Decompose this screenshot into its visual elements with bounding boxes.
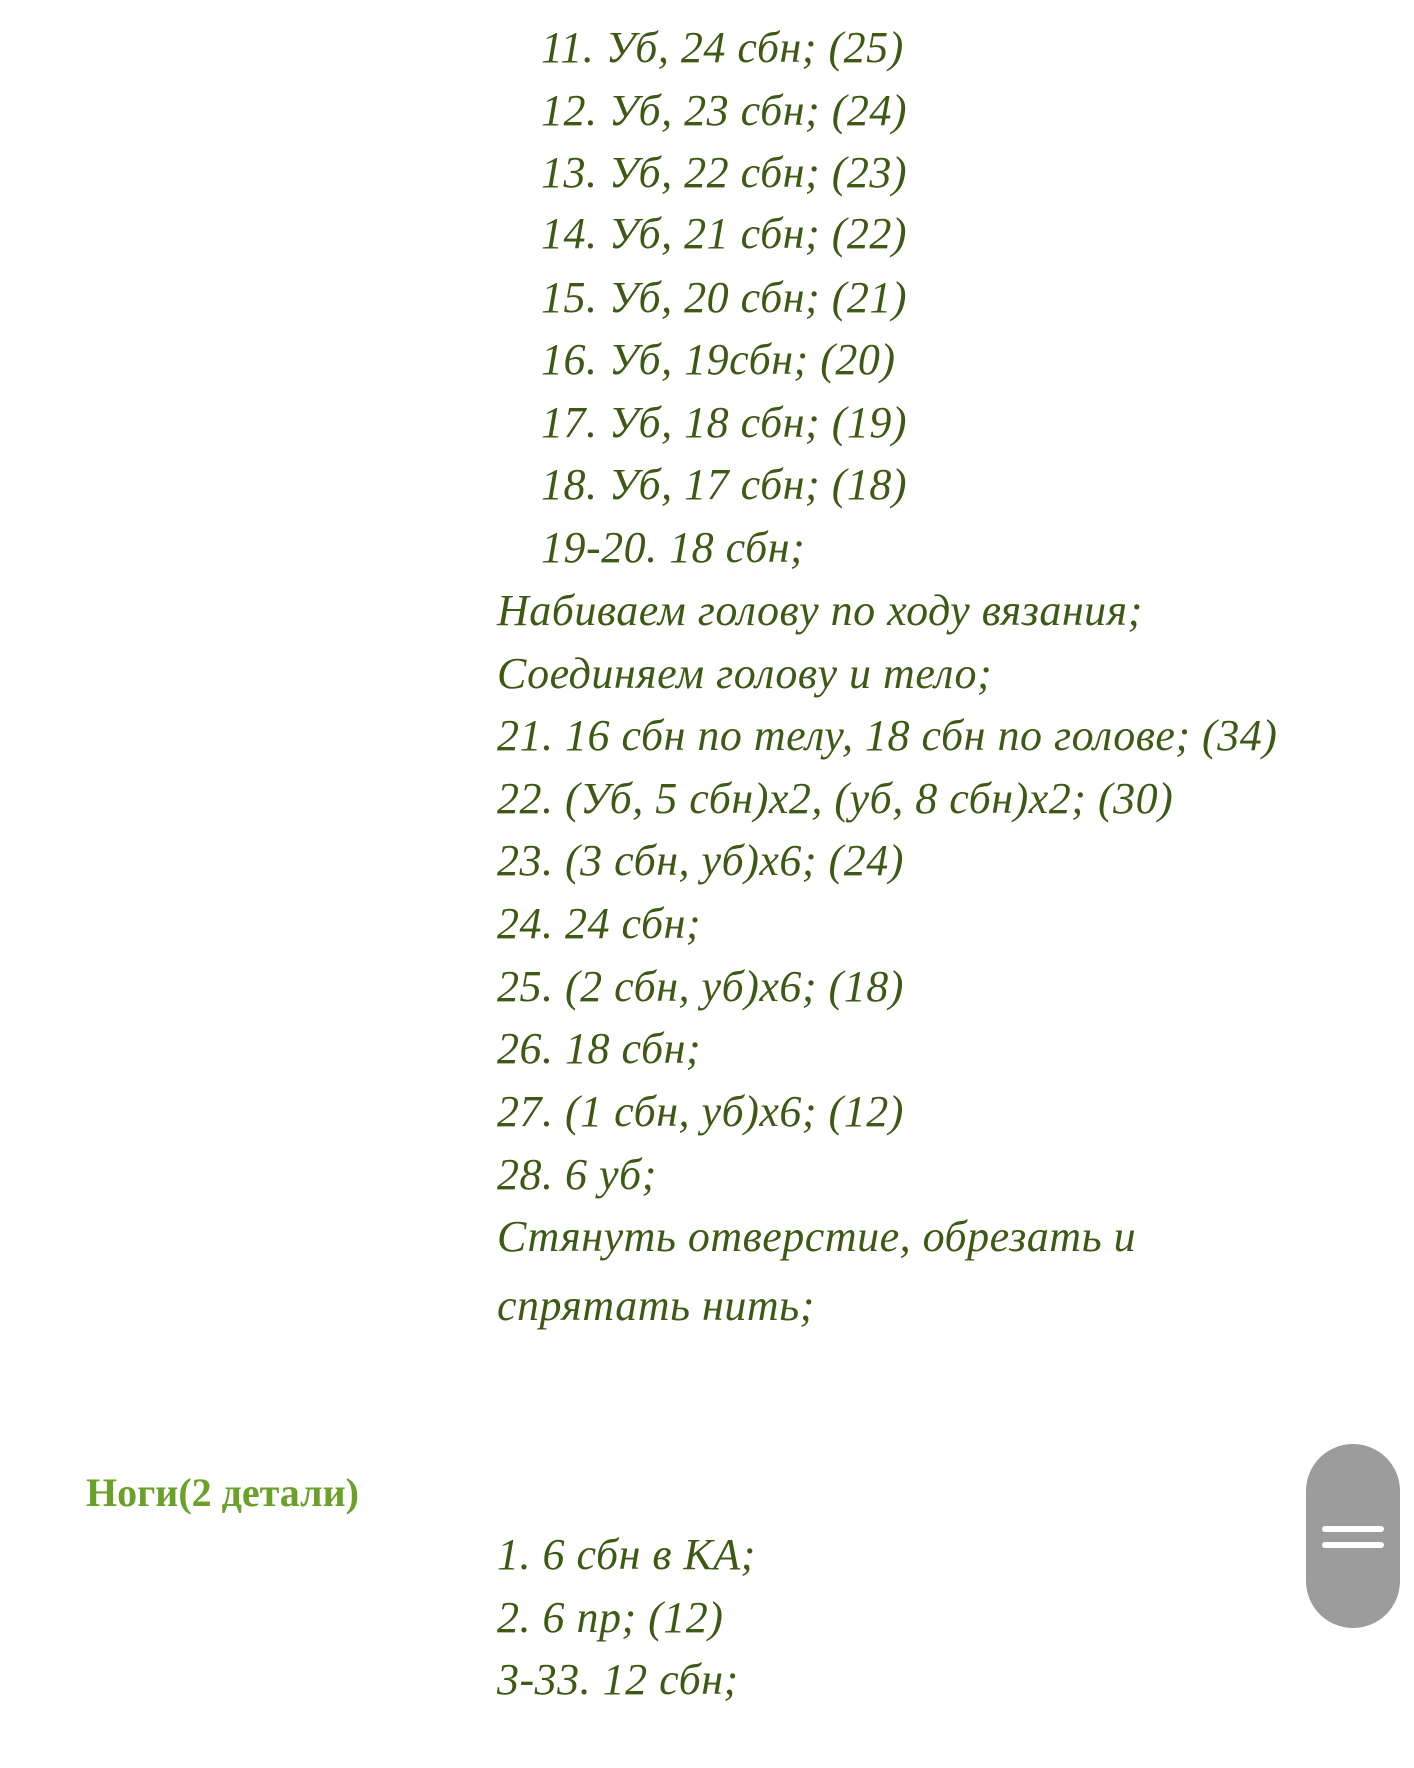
head-row: 17. Уб, 18 сбн; (19) [541,398,908,447]
menu-icon [1322,1526,1384,1532]
head-row: 12. Уб, 23 сбн; (24) [541,86,908,135]
body-row: 27. (1 сбн, уб)х6; (12) [497,1087,904,1136]
note-line: Набиваем голову по ходу вязания; [497,586,1143,635]
head-row: 16. Уб, 19сбн; (20) [541,335,896,384]
body-row: 23. (3 сбн, уб)х6; (24) [497,836,904,885]
head-row: 13. Уб, 22 сбн; (23) [541,148,908,197]
legs-row: 3-33. 12 сбн; [497,1655,739,1704]
body-row: 25. (2 сбн, уб)х6; (18) [497,962,904,1011]
head-row: 19-20. 18 сбн; [541,523,806,572]
body-row: 21. 16 сбн по телу, 18 сбн по голове; (34) [497,711,1278,760]
legs-row: 1. 6 сбн в КА; [497,1530,756,1579]
scroll-handle[interactable] [1306,1444,1400,1628]
head-row: 11. Уб, 24 сбн; (25) [541,23,904,72]
legs-row: 2. 6 пр; (12) [497,1593,724,1642]
head-row: 15. Уб, 20 сбн; (21) [541,273,908,322]
head-row: 14. Уб, 21 сбн; (22) [541,209,908,258]
head-row: 18. Уб, 17 сбн; (18) [541,460,908,509]
note-line: Соединяем голову и тело; [497,649,993,698]
body-row: 24. 24 сбн; [497,899,702,948]
menu-icon [1322,1542,1384,1548]
body-row: 22. (Уб, 5 сбн)х2, (уб, 8 сбн)х2; (30) [497,774,1174,823]
finish-line: Стянуть отверстие, обрезать и [497,1212,1137,1261]
finish-line: спрятать нить; [497,1281,815,1330]
body-row: 28. 6 уб; [497,1150,657,1199]
section-title-legs: Ноги(2 детали) [86,1470,359,1515]
body-row: 26. 18 сбн; [497,1024,702,1073]
